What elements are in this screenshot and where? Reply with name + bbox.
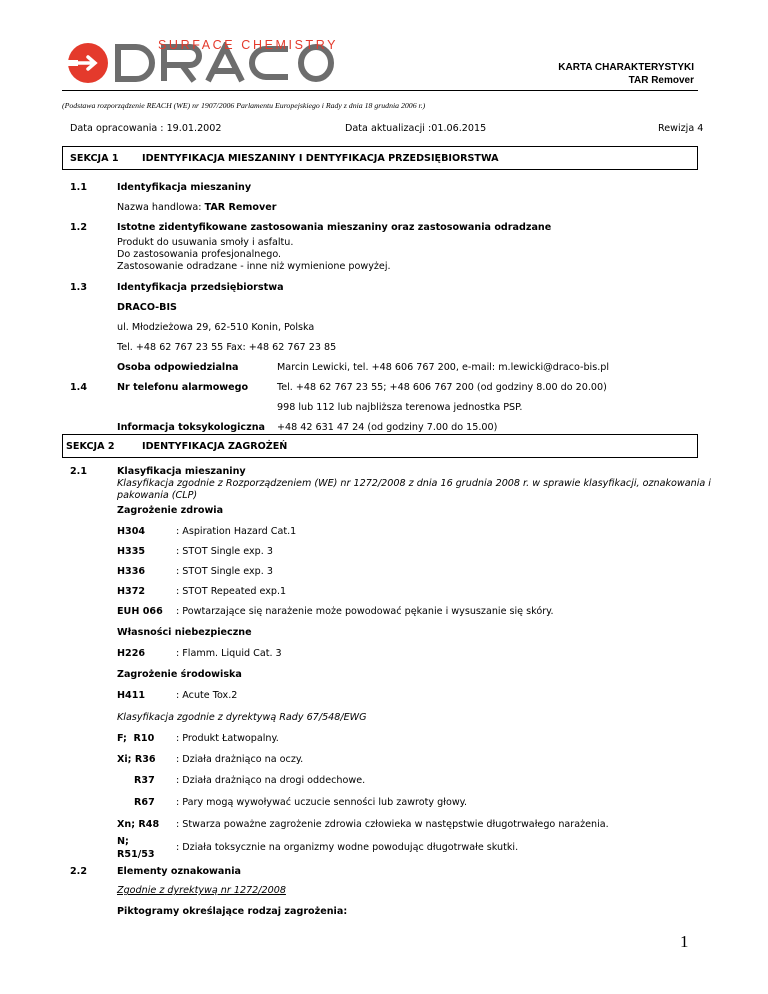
hazard-text: : Aspiration Hazard Cat.1: [176, 526, 297, 537]
hazard-code: H304: [117, 526, 146, 537]
section2-title: IDENTYFIKACJA ZAGROŻEŃ: [142, 441, 288, 452]
use-line: Do zastosowania profesjonalnego.: [117, 249, 282, 260]
company-address: ul. Młodzieżowa 29, 62-510 Konin, Polska: [117, 322, 315, 333]
labelling-directive: Zgodnie z dyrektywą nr 1272/2008: [117, 885, 286, 896]
risk-text: : Działa drażniąco na drogi oddechowe.: [176, 775, 366, 786]
risk-text: : Pary mogą wywoływać uczucie senności lub zawroty głowy.: [176, 797, 468, 808]
brand-tagline: SURFACE CHEMISTRY: [158, 38, 339, 52]
s13-number: 1.3: [70, 282, 87, 293]
dsd-title: Klasyfikacja zgodnie z dyrektywą Rady 67/548/EWG: [117, 712, 367, 723]
trade-name: [117, 202, 276, 213]
document-type: KARTA CHARAKTERYSTYKI: [558, 62, 694, 73]
hazard-text: : STOT Single exp. 3: [176, 566, 273, 577]
risk-code: Xn; R48: [117, 819, 160, 830]
s11-title: Identyfikacja mieszaniny: [117, 182, 252, 193]
env-title: Zagrożenie środowiska: [117, 669, 242, 680]
section2-number: SEKCJA 2: [66, 441, 115, 452]
s22-title: Elementy oznakowania: [117, 866, 241, 877]
hazard-code: H226: [117, 648, 146, 659]
phys-title: Własności niebezpieczne: [117, 627, 252, 638]
trade-name-value: TAR Remover: [204, 202, 277, 213]
use-line: Zastosowanie odradzane - inne niż wymienione powyżej.: [117, 261, 391, 272]
risk-code: N;: [117, 836, 129, 847]
use-line: Produkt do usuwania smoły i asfaltu.: [117, 237, 294, 248]
s22-number: 2.2: [70, 866, 87, 877]
s12-number: 1.2: [70, 222, 87, 233]
hazard-code: H335: [117, 546, 146, 557]
hazard-code: H336: [117, 566, 146, 577]
company-phone: Tel. +48 62 767 23 55 Fax: +48 62 767 23 85: [117, 342, 337, 353]
risk-code: R51/53: [117, 849, 155, 860]
risk-code: R67: [134, 797, 155, 808]
legal-basis: (Podstawa rozporządzenie REACH (WE) nr 1907/2006 Parlamentu Europejskiego i Rady z dnia 18 grudnia 2006 r.): [62, 101, 426, 110]
s21-number: 2.1: [70, 466, 87, 477]
emergency-alt: 998 lub 112 lub najbliższa terenowa jednostka PSP.: [277, 402, 523, 413]
contact-label: Osoba odpowiedzialna: [117, 362, 239, 373]
s12-title: Istotne zidentyfikowane zastosowania mieszaniny oraz zastosowania odradzane: [117, 222, 552, 233]
product-header: TAR Remover: [628, 75, 694, 86]
s11-number: 1.1: [70, 182, 87, 193]
risk-text: : Stwarza poważne zagrożenie zdrowia człowieka w następstwie długotrwałego narażenia.: [176, 819, 609, 830]
s13-title: Identyfikacja przedsiębiorstwa: [117, 282, 284, 293]
hazard-code: H411: [117, 690, 146, 701]
header-divider: [62, 90, 698, 91]
hazard-text: : Acute Tox.2: [176, 690, 238, 701]
hazard-text: : STOT Repeated exp.1: [176, 586, 287, 597]
company-name: DRACO-BIS: [117, 302, 177, 313]
risk-text: : Działa drażniąco na oczy.: [176, 754, 304, 765]
s14-number: 1.4: [70, 382, 87, 393]
risk-code: R37: [134, 775, 155, 786]
emergency-label: Nr telefonu alarmowego: [117, 382, 249, 393]
health-title: Zagrożenie zdrowia: [117, 505, 224, 516]
risk-text: : Działa toksycznie na organizmy wodne powodując długotrwałe skutki.: [176, 842, 519, 853]
tox-phone: +48 42 631 47 24 (od godziny 7.00 do 15.00): [277, 422, 498, 433]
emergency-phone: Tel. +48 62 767 23 55; +48 606 767 200 (od godziny 8.00 do 20.00): [277, 382, 607, 393]
tox-label: Informacja toksykologiczna: [117, 422, 266, 433]
hazard-code: H372: [117, 586, 146, 597]
hazard-code: EUH 066: [117, 606, 163, 617]
date-prepared: Data opracowania : 19.01.2002: [70, 123, 222, 134]
revision: Rewizja 4: [658, 123, 704, 134]
risk-code: F; R10: [117, 733, 155, 744]
hazard-text: : Powtarzające się narażenie może powodować pękanie i wysuszanie się skóry.: [176, 606, 554, 617]
contact-value: Marcin Lewicki, tel. +48 606 767 200, e-mail: m.lewicki@draco-bis.pl: [277, 362, 610, 373]
hazard-text: : Flamm. Liquid Cat. 3: [176, 648, 282, 659]
risk-code: Xi; R36: [117, 754, 156, 765]
clp-note: Klasyfikacja zgodnie z Rozporządzeniem (WE) nr 1272/2008 z dnia 16 grudnia 2008 r. w sprawie klasyfikacji, oznakowania i: [117, 478, 711, 489]
risk-text: : Produkt Łatwopalny.: [176, 733, 279, 744]
page-number: 1: [680, 932, 689, 951]
section1-number: SEKCJA 1: [70, 153, 119, 164]
hazard-text: : STOT Single exp. 3: [176, 546, 273, 557]
s21-title: Klasyfikacja mieszaniny: [117, 466, 246, 477]
clp-note-cont: pakowania (CLP): [117, 490, 198, 501]
pictograms-label: Piktogramy określające rodzaj zagrożenia:: [117, 906, 348, 917]
date-updated: Data aktualizacji :01.06.2015: [345, 123, 487, 134]
trade-name-label: Nazwa handlowa:: [117, 202, 205, 213]
section1-title: IDENTYFIKACJA MIESZANINY I DENTYFIKACJA PRZEDSIĘBIORSTWA: [142, 153, 499, 164]
